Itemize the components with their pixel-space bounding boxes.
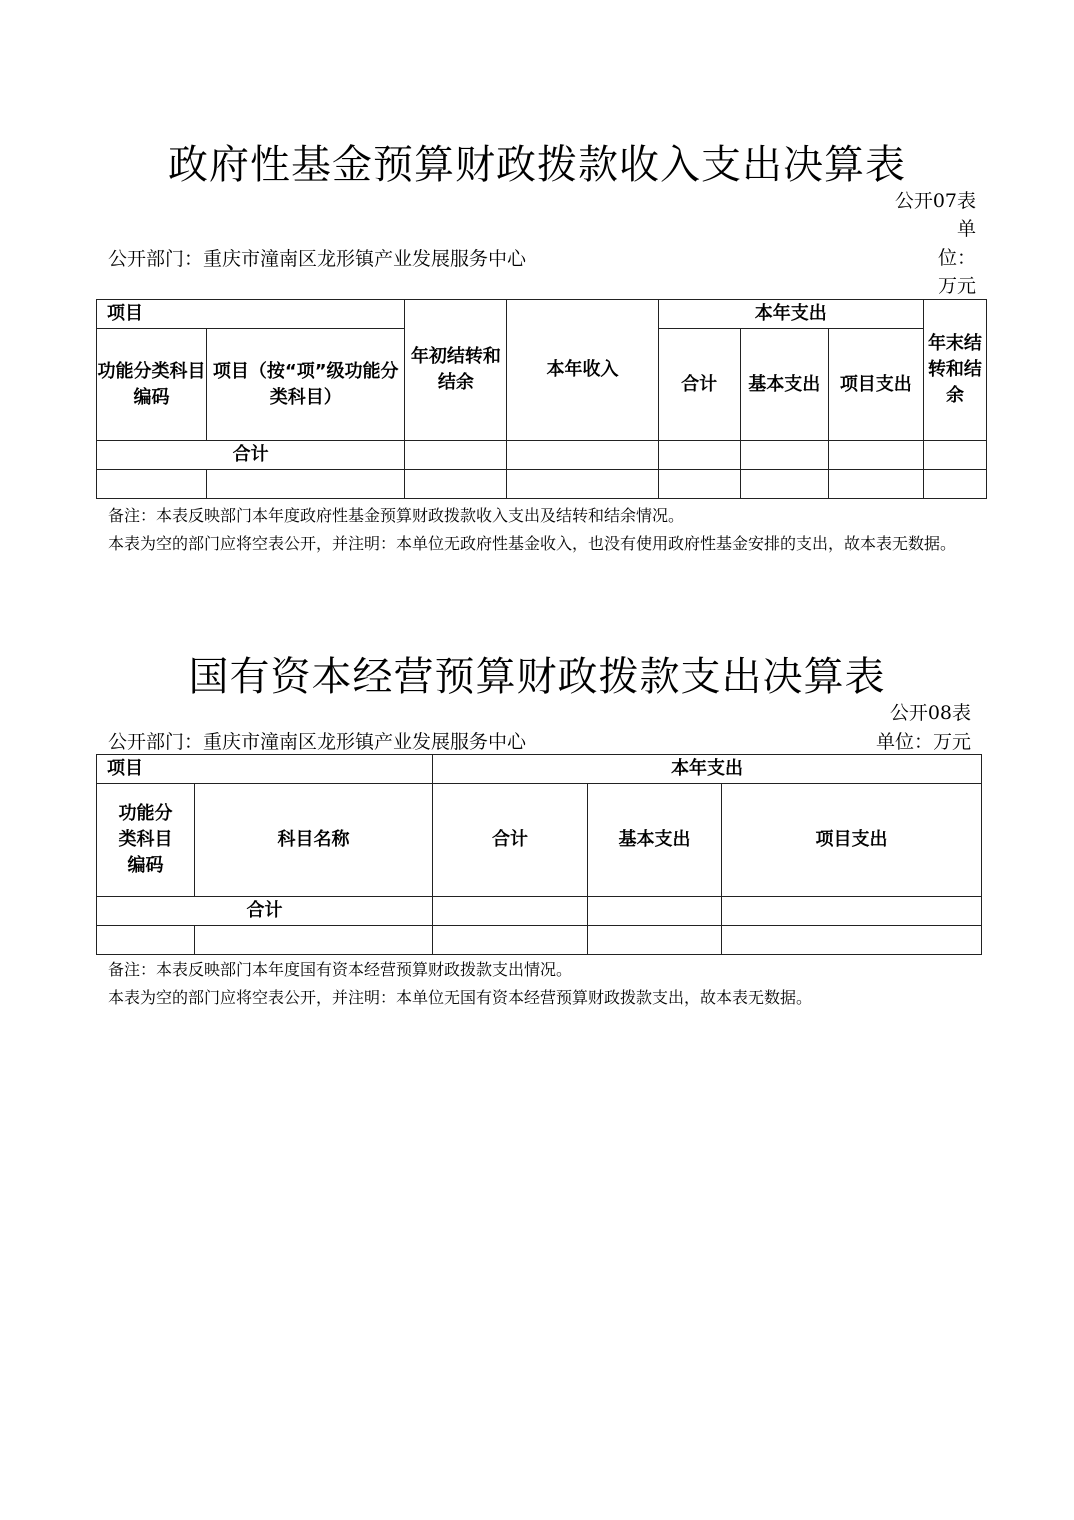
- table-cell: [433, 926, 588, 955]
- table7-header-func-code: 功能分类科目编码: [97, 329, 207, 441]
- table7-header-item-detail: 项目（按“项”级功能分类科目）: [207, 329, 405, 441]
- table7-header-expense: 本年支出: [658, 300, 923, 329]
- table7-header-project: 项目支出: [828, 329, 923, 441]
- table-cell: [97, 926, 195, 955]
- table8-header-item: 项目: [97, 755, 433, 784]
- table7-unit-1: 单: [956, 218, 976, 240]
- table7-note2: 本表为空的部门应将空表公开，并注明：本单位无政府性基金收入，也没有使用政府性基金安排的支出，故本表无数据。: [108, 534, 957, 553]
- table-cell: [740, 470, 828, 499]
- table-cell: [507, 470, 658, 499]
- table8-grid: [96, 754, 982, 955]
- table8-header-total: 合计: [433, 784, 588, 897]
- table8-title: 国有资本经营预算财政拨款支出决算表: [188, 654, 886, 700]
- table-cell: [658, 470, 740, 499]
- table8-header-name: 科目名称: [195, 784, 433, 897]
- table8-note1: 备注：本表反映部门本年度国有资本经营预算财政拨款支出情况。: [108, 960, 573, 979]
- table-cell: [433, 897, 588, 926]
- table8-header-project: 项目支出: [722, 784, 982, 897]
- table-cell: [97, 470, 207, 499]
- table7-header-income: 本年收入: [507, 300, 658, 441]
- table7-header-basic: 基本支出: [740, 329, 828, 441]
- table7-note1: 备注：本表反映部门本年度政府性基金预算财政拨款收入支出及结转和结余情况。: [108, 506, 685, 525]
- table-cell: [923, 470, 986, 499]
- table7-unit-2: 位：: [937, 247, 976, 269]
- table7-total-label: 合计: [97, 441, 405, 470]
- table7-department: 公开部门：重庆市潼南区龙形镇产业发展服务中心: [108, 248, 527, 270]
- table8-total-label: 合计: [97, 897, 433, 926]
- table-cell: [658, 441, 740, 470]
- table8-code: 公开08表: [889, 702, 971, 724]
- table7-header-end-balance: 年末结转和结余: [923, 300, 986, 441]
- table-cell: [405, 470, 507, 499]
- table8-header-func-code: 功能分类科目编码: [97, 784, 195, 897]
- table-cell: [923, 441, 986, 470]
- table7-code: 公开07表: [894, 190, 976, 212]
- table8-note2: 本表为空的部门应将空表公开，并注明：本单位无国有资本经营预算财政拨款支出，故本表无数据。: [108, 988, 813, 1007]
- table7-grid: [96, 299, 987, 499]
- table-cell: [207, 470, 405, 499]
- table7-header-total: 合计: [658, 329, 740, 441]
- table-cell: [195, 926, 433, 955]
- table8-header-basic: 基本支出: [588, 784, 722, 897]
- table-cell: [507, 441, 658, 470]
- table7-title: 政府性基金预算财政拨款收入支出决算表: [168, 142, 906, 188]
- table7-header-begin-balance: 年初结转和结余: [405, 300, 507, 441]
- table7-header-item: 项目: [97, 300, 405, 329]
- table7-unit-3: 万元: [937, 275, 976, 297]
- table8-unit: 单位：万元: [875, 731, 971, 753]
- table-cell: [405, 441, 507, 470]
- table8-department: 公开部门：重庆市潼南区龙形镇产业发展服务中心: [108, 731, 527, 753]
- table-cell: [722, 926, 982, 955]
- table8-header-expense: 本年支出: [433, 755, 982, 784]
- table-cell: [588, 897, 722, 926]
- table-cell: [828, 441, 923, 470]
- table-cell: [722, 897, 982, 926]
- table-cell: [740, 441, 828, 470]
- table-cell: [828, 470, 923, 499]
- table-cell: [588, 926, 722, 955]
